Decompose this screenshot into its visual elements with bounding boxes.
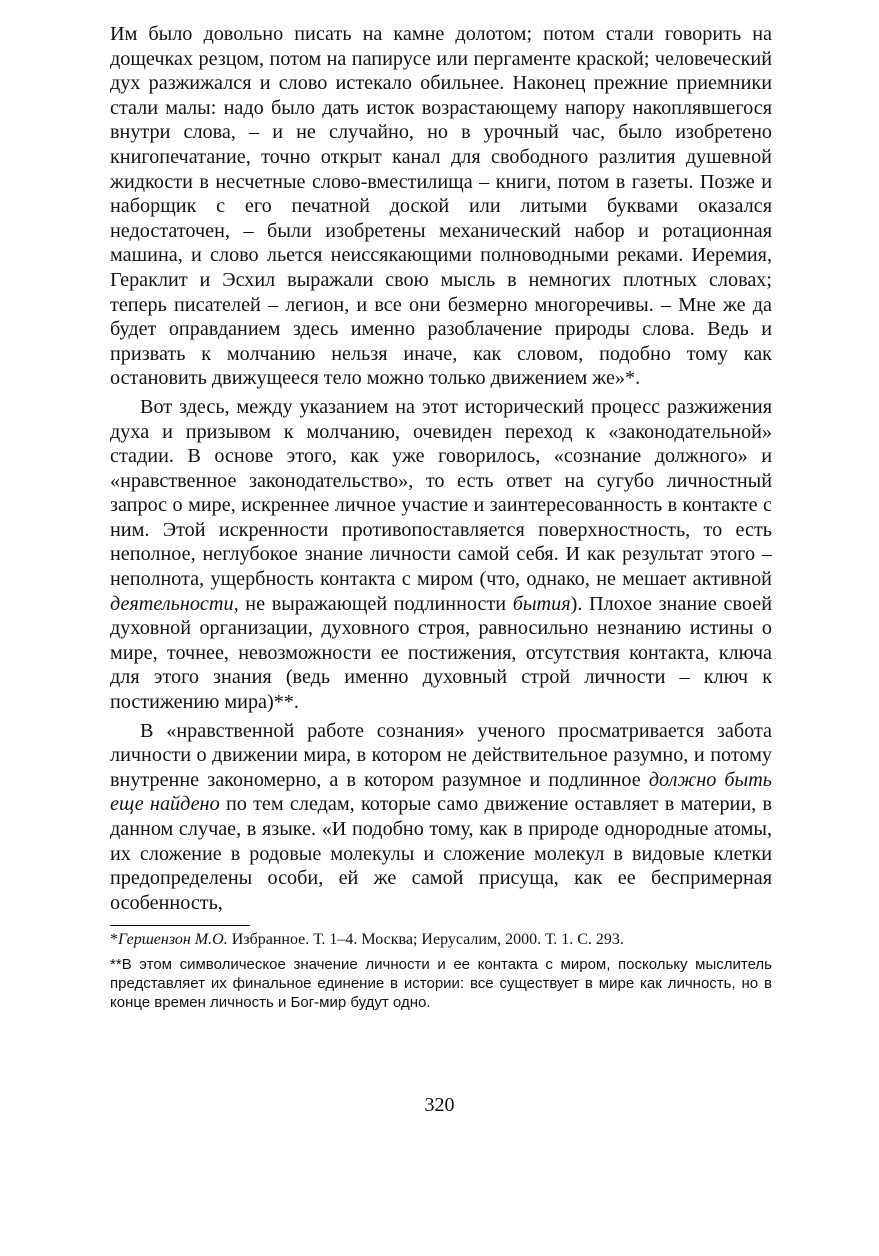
footnote-1-marker: * (110, 931, 118, 949)
paragraph-1-text: Им было довольно писать на камне долотом; потом стали говорить на дощечках резцом, потом на папирусе или пергаменте краской; человеческий дух разжижался и слово истекало обильнее. Наконец прежние приемники стали малы: надо было дать исток возрастающему напору накоплявшегося внутри слова, – и не случайно, но в урочный час, было изобретено книгопечатание, точно открыт канал для свободного разлития душевной жидкости в несчетные слово-вместилища – книги, потом в газеты. Позже и наборщик с его печатной доской или литыми буквами оказался недостаточен, – были изобретены механический набор и ротационная машина, и слово льется неиссякающими полноводными реками. Иеремия, Гераклит и Эсхил выражали свою мысль в немногих плотных словах; теперь писателей – легион, и все они безмерно многоречивы. – Мне же да будет оправданием здесь именно разоблачение природы слова. Ведь и призвать к молчанию нельзя иначе, как словом, подобно тому как остановить движущееся тело можно только движением же»*. (110, 23, 772, 390)
footnote-1-author: Гершензон М.О. (118, 931, 228, 949)
footnote-2-text: В этом символическое значение личности и ее контакта с миром, поскольку мыслитель представляет их финальное единение в истории: все существует в мире как личность, но в конце времен личность и Бог-мир будут одно. (110, 956, 772, 1012)
footnotes (110, 930, 772, 1012)
paragraph-2-text-b: , не выражающей подлинности (233, 592, 513, 615)
paragraph-3-text-b: по тем следам, которые само движение оставляет в материи, в данном случае, в языке. «И подобно тому, как в природе однородные атомы, их сложение в родовые молекулы и сложение молекул в видовые клетки предопределены особи, ей же самой присуща, как ее беспримерная особенность, (110, 793, 772, 914)
footnote-divider (110, 925, 250, 926)
paragraph-2-text-a: Вот здесь, между указанием на этот исторический процесс разжижения духа и призывом к молчанию, очевиден переход к «законодательной» стадии. В основе этого, как уже говорилось, «сознание должного» и «нравственное законодательство», то есть ответ на сугубо личностный запрос о мире, искреннее личное участие и заинтересованность в контакте с ним. Этой искренности противопоставляется поверхностность, то есть неполное, неглубокое знание личности самой себя. И как результат этого – неполнота, ущербность контакта с миром (что, однако, не мешает активной (110, 395, 772, 591)
footnote-2 (110, 955, 772, 1012)
paragraph-3-italic: должно быть еще найдено (110, 768, 772, 816)
paragraph-3-text-a: В «нравственной работе сознания» ученого просматривается забота личности о движении мира, в котором не действительное разумно, и потому внутренне закономерно, а в котором разумное и подлинное (110, 719, 772, 791)
footnote-1-text: Избранное. Т. 1–4. Москва; Иерусалим, 2000. Т. 1. С. 293. (227, 931, 624, 949)
page-content (110, 22, 772, 1012)
paragraph-2-text-c: ). Плохое знание своей духовной организации, духовного строя, равносильно незнанию истины о мире, точнее, невозможности ее постижения, отсутствия контакта, ключа для этого знания (ведь именно духовный строй личности – ключ к постижению мира)**. (110, 592, 773, 714)
body-text (110, 22, 772, 915)
paragraph-1 (110, 22, 772, 391)
paragraph-2-italic-b: бытия (512, 592, 571, 615)
page-number: 320 (424, 1094, 455, 1116)
footnote-1 (110, 930, 772, 949)
paragraph-3 (110, 719, 772, 916)
paragraph-2 (110, 395, 772, 715)
paragraph-2-italic-a: деятельности (110, 592, 234, 615)
footnote-2-marker: ** (110, 956, 122, 974)
